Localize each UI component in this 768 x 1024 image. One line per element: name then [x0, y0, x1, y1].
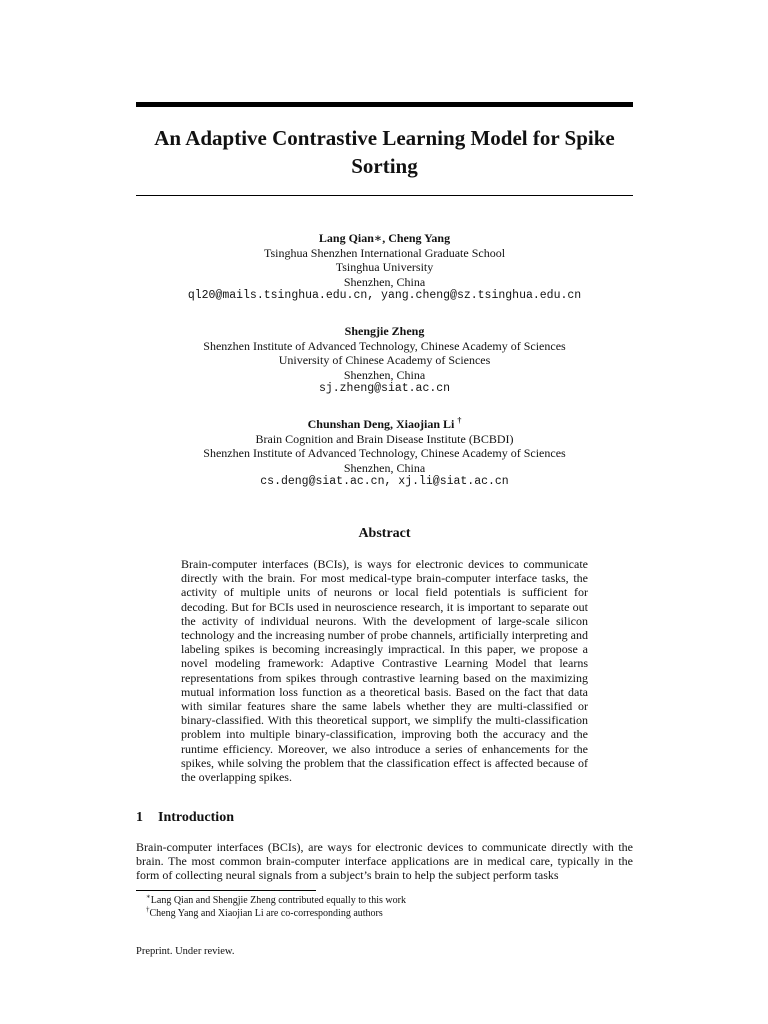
author-email: cs.deng@siat.ac.cn, xj.li@siat.ac.cn: [260, 475, 509, 488]
author-names: Lang Qian∗, Cheng Yang: [318, 231, 451, 245]
footnote-text: Cheng Yang and Xiaojian Li are co-corresponding authors: [149, 907, 383, 919]
affiliation: University of Chinese Academy of Sciences: [278, 353, 491, 367]
title-rule: [136, 195, 633, 196]
author-names: Chunshan Deng, Xiaojian Li: [307, 417, 455, 431]
abstract-text: Brain-computer interfaces (BCIs), is ways for electronic devices to communicate directly with the brain. For most medical-type brain-computer interface tasks, the activity of multiple units of neurons or local field potentials is sufficient for decoding. But for BCIs used in neuroscience research, it is important to separate out the activity of individual neurons. With the development of large-scale silicon technology and the increasing number of probe channels, artificially interpreting and labeling spikes is becoming increasingly impractical. In this paper, we propose a novel modeling framework: Adaptive Contrastive Learning Model that learns representations from spikes through contrastive learning based on the maximizing mutual information loss function as a theoretical basis. Based on the fact that data with similar features share the same labels whether they are multi-classified or binary-classified. With this theoretical support, we simplify the multi-classification problem into multiple binary-classification, improving both the accuracy and the runtime efficiency. Moreover, we also introduce a series of enhancements for the spikes, while solving the problem that the classification effect is affected because of the overlapping spikes.: [181, 557, 588, 785]
preprint-footer: Preprint. Under review.: [136, 946, 235, 957]
author-block-1: [136, 231, 633, 304]
author-email: ql20@mails.tsinghua.edu.cn, yang.cheng@sz.tsinghua.edu.cn: [187, 289, 582, 302]
author-block-3: [136, 417, 633, 490]
section-text: Brain-computer interfaces (BCIs), are ways for electronic devices to communicate directly with the brain. The most common brain-computer interface applications are in medical care, typically in the form of collecting neural signals from a subject’s brain to help the subject perform tasks: [136, 840, 633, 883]
section-number: 1: [136, 810, 143, 825]
author-email: sj.zheng@siat.ac.cn: [318, 382, 451, 395]
affiliation: Shenzhen Institute of Advanced Technology, Chinese Academy of Sciences: [203, 446, 566, 460]
author-block-2: [136, 324, 633, 397]
affiliation: Shenzhen, China: [343, 367, 426, 382]
abstract-heading: Abstract: [358, 526, 411, 541]
affiliation: Tsinghua Shenzhen International Graduate School: [263, 245, 506, 260]
section-heading: [136, 810, 234, 826]
affiliation: Shenzhen, China: [343, 274, 426, 289]
corresponding-mark: †: [457, 416, 462, 425]
footnote-text: Lang Qian and Shengjie Zheng contributed equally to this work: [150, 895, 406, 906]
footnote: [146, 905, 406, 921]
affiliation: Shenzhen Institute of Advanced Technology, Chinese Academy of Sciences: [203, 338, 566, 353]
affiliation: Brain Cognition and Brain Disease Institute (BCBDI): [255, 431, 514, 446]
top-rule: [136, 102, 633, 107]
affiliation: Tsinghua University: [335, 260, 434, 274]
affiliation: Shenzhen, China: [343, 460, 426, 475]
paper-title: An Adaptive Contrastive Learning Model for Spike Sorting: [154, 126, 615, 178]
author-names: Shengjie Zheng: [344, 324, 425, 338]
footnote-mark: ∗: [146, 892, 151, 901]
footnote-rule: [136, 890, 316, 891]
section-title: Introduction: [158, 810, 234, 825]
footnotes: [146, 892, 406, 920]
footnote-mark: †: [146, 905, 150, 914]
footnote: [146, 892, 406, 908]
author-names-line: [136, 417, 633, 432]
